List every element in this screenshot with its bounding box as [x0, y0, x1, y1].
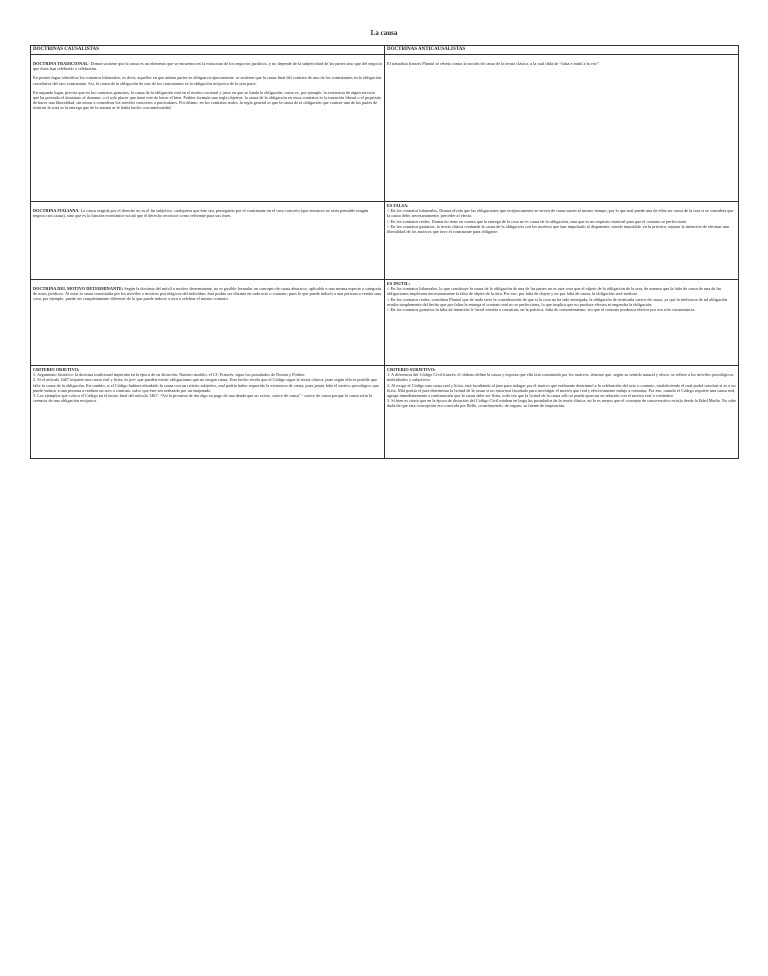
cell-motivo-determinante [31, 280, 385, 366]
list-item: 2. Al exigir el Código una causa real y lícita, está facultando al juez para indagar por el motivo que realmente determinó a la celebración del acto o contrato, estableciendo el cual podrá concluir si es o no lícito. Mal podría el juez determinar la licitud de la causa si no estuviera facultado para investigar el motivo que real y efectivamente indujo a contratar. Por eso, cuando el Código requiere una causa real, agrega inmediatamente a continuación que la causa debe ser lícita, toda vez que la licitud de la causa sólo se puede apreciar en relación con el motivo real o verdadero. [387, 382, 736, 399]
cell-doctrina-italiana [31, 202, 385, 280]
cell-criterio-objetivo [31, 366, 385, 459]
text-doctrina-tradicional-intro: : Domat sostiene que la causa es un elemento que se encuentra en la estructura de los negocios jurídicos, y no depende de la subjetividad de las partes sino que del negocio que éstas han celebrado o celebrarán. [33, 61, 382, 72]
list-item: ○ En los contratos bilaterales, Domat olvida que las obligaciones que recíprocamente se sirven de causa nacen al mismo tiempo, por lo que mal puede una de ellas ser causa de la otra si se considera que la causa debe, necesariamente, preceder al efecto. [387, 208, 734, 219]
heading-doctrina-tradicional: DOCTRINA TRADICIONAL [33, 61, 89, 66]
heading-es-falsa: ES FALSA: [387, 203, 409, 208]
table-header-row [31, 46, 739, 55]
document-title: La causa [370, 29, 398, 37]
heading-criterio-subjetivo: CRITERIO SUBJETIVO: [387, 367, 436, 372]
list-item: 3. Los ejemplos que coloca el Código en el inciso final del artículo 1467: “Así la promesa de dar algo en pago de una deuda que no existe, carece de causa” - carece de causa porque la causa sería la creencia de una obligación recíproca. [33, 393, 372, 404]
list-item: ○ En los contratos gratuitos la falta de intención li- beral vendría a constituir, en la práctica, falta de consentimiento, sin que el contrato produzca efectos por esa sola circunstancia. [387, 307, 696, 313]
text-doctrina-italiana: : La causa exigida por el derecho no es el fin subjetivo, cualquiera que éste sea, perseguido por el contratante en el caso concreto (que entonces no sería pensable ningún negocio sin causa), sino que es la función económico-social que el derecho reconoce como relevante para sus fines. [33, 208, 369, 219]
list-item: 3. Si bien es cierto que en la época de dictación del Código Civil estaban en boga los postulados de la teoría clásica, no lo es menos que el concepto de causa-motivo existía desde la Edad Media. No cabe duda de que esta concepción era conocida por Bello, constituyendo, de seguro, su fuente de inspiración. [387, 398, 737, 409]
heading-motivo-determinante: DOCTRINA DEL MOTIVO DETERMINANTE: [33, 286, 124, 291]
table-row [31, 202, 739, 280]
list-item: ○ En los contratos bilaterales, lo que constituye la causa de la obligación de una de las partes no es otra cosa que el objeto de la obligación de la otra, de manera que la falta de causa de una de las obligaciones implicaría necesariamente la falta de objeto de la otra. Por eso, por falta de objeto y no por falta de causa, la obligación será ineficaz. [387, 286, 722, 297]
header-causalistas: DOCTRINAS CAUSALISTAS [31, 46, 385, 55]
table-row [31, 366, 739, 459]
cell-es-inutil [385, 280, 739, 366]
list-item: 1. Argumento histórico: la doctrina tradicional imperaba en la época de su dictación. Nuestro modelo, el CC Francés, sigue los postulados de Domat y Pothier. [33, 372, 306, 378]
heading-es-inutil: ES INUTIL: [387, 281, 411, 286]
cell-doctrina-tradicional [31, 55, 385, 202]
heading-criterio-objetivo: CRITERIO OBJETIVO: [33, 367, 80, 372]
list-item: ○ En los contratos gratuitos, la teoría clásica confunde la causa de la obligación con los motivos que han impulsado al disponente, siendo imposible, en la práctica, separar la intención de efectuar una liberalidad de los motivos que tuvo el contratante para obligarse. [387, 223, 729, 235]
text-contratos-bilaterales: En primer lugar, identifica los contratos bilaterales, es decir, aquellos en que ambas partes se obligan recíprocamente, se sostiene que la causa final del contrato de uno de los contratantes en la obligación correlativa del otro contratante. Así, la causa de la obligación de uno de los contratantes es la obligación recíproca de la otra parte. [33, 75, 382, 86]
table-row [31, 55, 739, 202]
cell-planiol [385, 55, 739, 202]
cell-es-falsa [385, 202, 739, 280]
list-item: 1. A diferencia del Código Civil francés, el chileno define la causa y expresa que ella está constituida por los motivos, término que, según su sentido natural y obvio, se refiere a los móviles psicológicos, individuales y subjetivos. [387, 372, 735, 383]
causa-table [30, 45, 739, 459]
table-row [31, 280, 739, 366]
text-motivo-determinante: Según la doctrina del móvil o motivo determinante, no es posible formular un concepto de causa abstracto, aplicable a una misma especie o categoría de actos jurídicos. Al estar la causa constituida por los móviles o motivos psicológicos del individuo, ésta podría ser distinta en cada acto o contrato, pues lo que puede inducir a una persona a vender una cosa, por ejemplo, puede ser completamente diferente de lo que puede inducir a otra a celebrar el mismo contrato. [33, 286, 382, 302]
text-planiol: El tratadista francés Planiol se rebela contra la noción de causa de la teoría clásica, a la cual tilda de “falsa e inútil a la vez”. [387, 61, 600, 66]
header-anticausalistas: DOCTRINAS ANTICAUSALISTAS [385, 46, 739, 55]
list-item: 2. Si el artículo 1467 requiere una causa real y lícita, es por- que pueden existir obligaciones que no tengan causa. Esto hecho revela que el Código sigue la teoría clásica, pues según ella es posible que falte la causa de la obligación. En cambio, si el Código hubiera abordado la causa con un criterio subjetivo, mal podría haber requerido la existencia de causa, pues jamás falta el motivo psicológico que puede inducir a una persona a realizar un acto o contrato, salvo que éste sea realizado por un enajenado. [33, 377, 379, 393]
cell-criterio-subjetivo [385, 366, 739, 459]
list-item: ○ En los contratos reales, considera Planiol que de nada sirve la consideración de que si la cosa no ha sido entregada, la obligación de restituirla carece de causa, ya que la ineficacia de tal obligación resulta simplemente del hecho que por faltar la entrega el contrato real no se perfecciona, lo que implica que no produce efectos ni engendra la obligación. [387, 296, 728, 307]
text-contratos-gratuitos: En segundo lugar, precisa que en los contratos gratuitos, la causa de la obligación está en el motivo racional y justo en que se funda la obligación, como es, por ejemplo, la existencia de algún servicio que ha prestado el donatario al donante, o el solo placer que tiene este de hacer el bien. Pothier formula una regla objetiva: la causa de la obligación en estos contratos es la intención liberal o el propósito de hacer una liberalidad, sin entrar a considerar los móviles concretos o particulares. Por último, en los contratos reales, la regla general es que la causa de la obligación que contrae una de las partes de restituir la cosa es la entrega que de la misma se le había hecho con anterioridad. [33, 89, 382, 111]
heading-doctrina-italiana: DOCTRINA ITALIANA [33, 208, 79, 213]
list-item: ○ En los contratos reales, Domat no tiene en cuenta que la entrega de la cosa no es causa de la obligación, sino que es un requisito esencial para que el contrato se perfeccione. [387, 218, 688, 224]
